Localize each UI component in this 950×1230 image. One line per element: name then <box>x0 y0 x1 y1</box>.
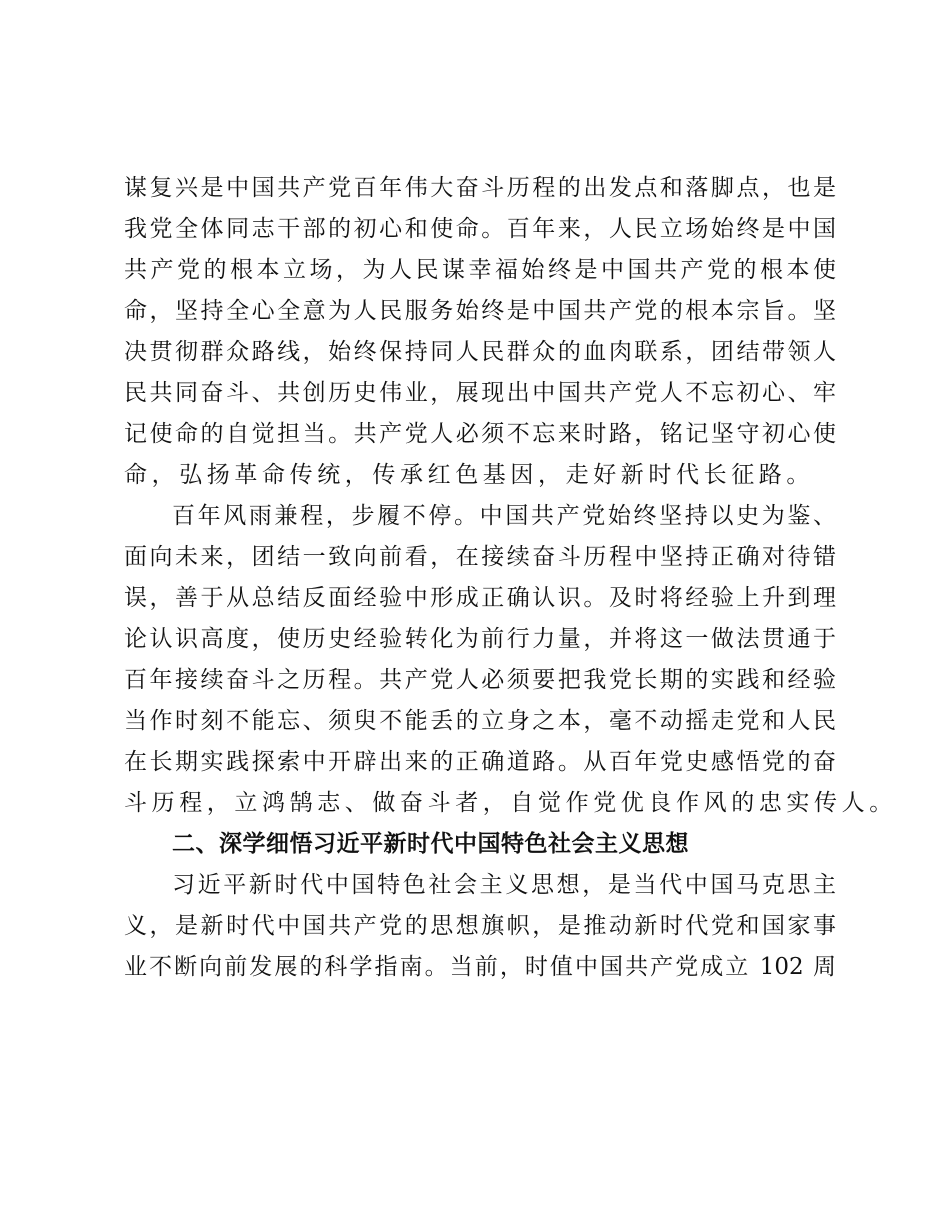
text-line: 我党全体同志干部的初心和使命。百年来，人民立场始终是中国 <box>124 216 836 242</box>
text-line: 面向未来，团结一致向前看，在接续奋斗历程中坚持正确对待错 <box>124 544 836 570</box>
text-line: 在长期实践探索中开辟出来的正确道路。从百年党史感悟党的奋 <box>124 749 836 775</box>
text-line: 命，弘扬革命传统，传承红色基因，走好新时代长征路。 <box>124 462 814 488</box>
text-line: 命，坚持全心全意为人民服务始终是中国共产党的根本宗旨。坚 <box>124 298 836 324</box>
text-line: 决贯彻群众路线，始终保持同人民群众的血肉联系，团结带领人 <box>124 339 836 365</box>
text-line: 共产党的根本立场，为人民谋幸福始终是中国共产党的根本使 <box>124 257 836 283</box>
text-line: 记使命的自觉担当。共产党人必须不忘来时路，铭记坚守初心使 <box>124 421 836 447</box>
document-page <box>124 168 897 988</box>
paragraph <box>124 496 897 824</box>
text-line: 谋复兴是中国共产党百年伟大奋斗历程的出发点和落脚点，也是 <box>124 175 836 201</box>
paragraph <box>124 168 836 496</box>
text-line: 斗历程，立鸿鹄志、做奋斗者，自觉作党优良作风的忠实传人。 <box>124 790 897 816</box>
text-line: 当作时刻不能忘、须臾不能丢的立身之本，毫不动摇走党和人民 <box>124 708 836 734</box>
text-line: 论认识高度，使历史经验转化为前行力量，并将这一做法贯通于 <box>124 626 836 652</box>
section-heading: 二、深学细悟习近平新时代中国特色社会主义思想 <box>172 831 689 857</box>
text-line: 百年风雨兼程，步履不停。中国共产党始终坚持以史为鉴、 <box>172 503 836 529</box>
text-line: 习近平新时代中国特色社会主义思想，是当代中国马克思主 <box>172 872 836 898</box>
paragraph <box>124 865 836 988</box>
text-line: 业不断向前发展的科学指南。当前，时值中国共产党成立 102 周 <box>124 954 836 980</box>
text-line: 误，善于从总结反面经验中形成正确认识。及时将经验上升到理 <box>124 585 836 611</box>
text-line: 民共同奋斗、共创历史伟业，展现出中国共产党人不忘初心、牢 <box>124 380 836 406</box>
text-line: 义，是新时代中国共产党的思想旗帜，是推动新时代党和国家事 <box>124 913 836 939</box>
text-line: 百年接续奋斗之历程。共产党人必须要把我党长期的实践和经验 <box>124 667 836 693</box>
